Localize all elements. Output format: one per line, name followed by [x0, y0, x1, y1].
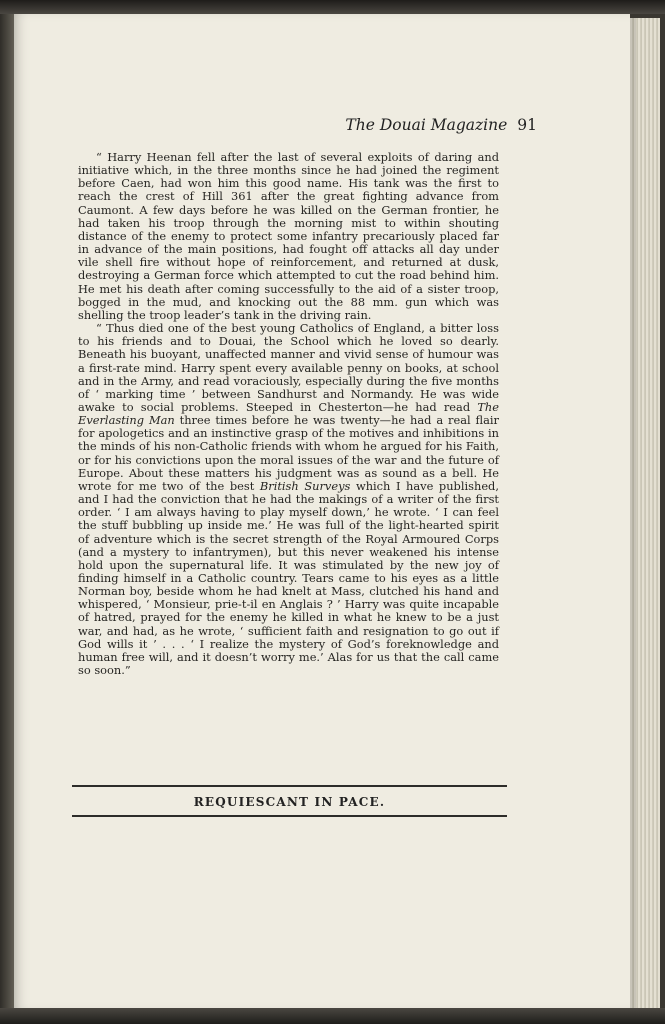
- publication-title-british-surveys: British Surveys: [259, 478, 351, 493]
- page-number: 91: [517, 116, 537, 134]
- paragraph-2-part-a: “ Thus died one of the best young Catholics of England, a bitter loss to his friends and to Douai, the School which he loved so dearly. Beneath his buoyant, unaffected manner and vivid sense of humour was a first-rate mind. Harry spent every available penny on books, at school and in the Army, and read voraciously, especially during the five months of ‘ marking time ’ between Sandhurst and Normandy. He was wide awake to social problems. Steeped in Chesterton—he had read: [78, 321, 499, 414]
- magazine-title: The Douai Magazine: [345, 116, 508, 134]
- top-rule: [72, 785, 507, 787]
- bottom-rule: [72, 815, 507, 817]
- paragraph-2-part-b: three times before he was twenty—he had a real flair for apologetics and an instinctive grasp of the motives and inhibitions in the minds of his non-Catholic friends with whom he argued for his Faith, or for his convictions upon the moral issues of the war and the future of Europe. About these matters his judgment was as sound as a bell. He wrote for me two of the best: [78, 413, 499, 493]
- running-header: [345, 116, 537, 134]
- article-body: [78, 151, 499, 677]
- book-title-everlasting-man: The Everlasting Man: [78, 399, 499, 428]
- paragraph-1: “ Harry Heenan fell after the last of several exploits of daring and initiative which, in the three months since he had joined the regiment before Caen, had won him this good name. His tank was the first to reach the crest of Hill 361 after the great fighting advance from Caumont. A few days before he was killed on the German frontier, he had taken his troop through the morning mist to within shouting distance of the enemy to protect some infantry precariously placed far in advance of the main positions, had fought off attacks all day under vile shell fire without hope of reinforcement, and returned at dusk, destroying a German force which attempted to cut the road behind him. He met his death after coming successfully to the aid of a sister troop, bogged in the mud, and knocking out the 88 mm. gun which was shelling the troop leader’s tank in the driving rain.: [78, 150, 499, 322]
- paragraph-2-part-c: which I have published, and I had the conviction that he had the makings of a writer of the first order. ‘ I am always having to play myself down,’ he wrote. ‘ I can feel the stuff bubbling up inside me.’ He was full of the light-hearted spirit of adventure which is the secret strength of the Royal Armoured Corps (and a mystery to infantrymen), but this never weakened his intense hold upon the supernatural life. It was stimulated by the new joy of finding himself in a Catholic country. Tears came to his eyes as a little Norman boy, beside whom he had knelt at Mass, clutched his hand and whispered, ‘ Monsieur, prie-t-il en Anglais ? ’ Harry was quite incapable of hatred, prayed for the enemy he killed in what he knew to be a just war, and had, as he wrote, ‘ sufficient faith and resignation to go out if God wills it ’ . . . ‘ I realize the mystery of God’s foreknowledge and human free will, and it doesn’t worry me.’ Alas for us that the call came so soon.”: [78, 478, 499, 678]
- scan-top-edge: [0, 0, 665, 14]
- page-edge-shadow: [630, 18, 636, 1008]
- scan-bottom-edge: [0, 1008, 665, 1024]
- closing-line: REQUIESCANT IN PACE.: [193, 795, 386, 809]
- paragraph-2: [78, 322, 499, 677]
